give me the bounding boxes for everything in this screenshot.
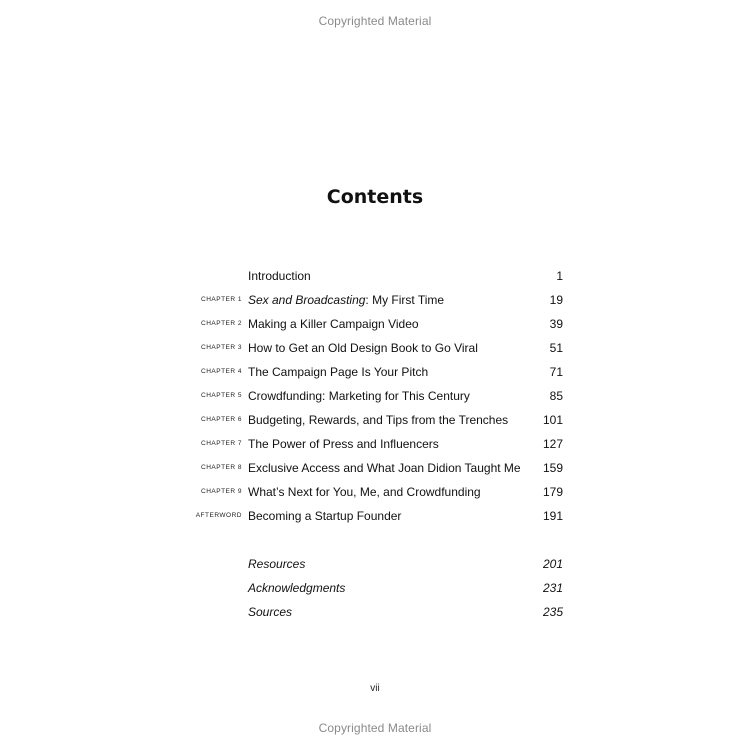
toc-entry-chapter-5[interactable] xyxy=(0,386,750,410)
page-number: vii xyxy=(370,683,380,694)
toc-entry-title: Making a Killer Campaign Video xyxy=(248,317,419,331)
toc-entry-page: 85 xyxy=(549,389,563,403)
toc-entry-title: Exclusive Access and What Joan Didion Taught Me xyxy=(248,461,521,475)
toc-entry-chapter-9[interactable] xyxy=(0,482,750,506)
toc-entry-page: 1 xyxy=(556,269,563,283)
toc-entry-title: The Power of Press and Influencers xyxy=(248,437,439,451)
toc-entry-label: CHAPTER 4 xyxy=(201,368,242,375)
copyright-watermark-bottom: Copyrighted Material xyxy=(318,721,432,735)
toc-entry-label: CHAPTER 7 xyxy=(201,440,242,447)
toc-entry-title-italic: Sex and Broadcasting xyxy=(248,293,366,307)
toc-entry-label: CHAPTER 8 xyxy=(201,464,242,471)
toc-entry-resources[interactable] xyxy=(0,554,750,578)
toc-entry-title: What’s Next for You, Me, and Crowdfunding xyxy=(248,485,481,499)
toc-entry-acknowledgments[interactable] xyxy=(0,578,750,602)
toc-entry-title: How to Get an Old Design Book to Go Viral xyxy=(248,341,478,355)
toc-entry-chapter-4[interactable] xyxy=(0,362,750,386)
toc-entry-page: 201 xyxy=(542,557,563,571)
toc-entry-chapter-3[interactable] xyxy=(0,338,750,362)
toc-entry-label: CHAPTER 3 xyxy=(201,344,242,351)
toc-entry-label: CHAPTER 9 xyxy=(201,488,242,495)
toc-entry-title: Crowdfunding: Marketing for This Century xyxy=(248,389,470,403)
toc-entry-title: Resources xyxy=(248,557,306,571)
toc-entry-page: 235 xyxy=(542,605,563,619)
toc-entry-page: 51 xyxy=(549,341,563,355)
toc-entry-page: 231 xyxy=(542,581,563,595)
table-of-contents xyxy=(0,266,750,626)
toc-entry-title: Budgeting, Rewards, and Tips from the Trenches xyxy=(248,413,509,427)
toc-entry-label: CHAPTER 2 xyxy=(201,320,242,327)
toc-entry-page: 39 xyxy=(549,317,563,331)
toc-entry-chapter-1[interactable] xyxy=(0,290,750,314)
toc-entry-title: Introduction xyxy=(248,269,311,283)
toc-entry-title xyxy=(248,293,444,307)
toc-entry-title: Becoming a Startup Founder xyxy=(248,509,402,523)
toc-entry-sources[interactable] xyxy=(0,602,750,626)
toc-entry-label: CHAPTER 6 xyxy=(201,416,242,423)
toc-entry-label: CHAPTER 5 xyxy=(201,392,242,399)
toc-entry-introduction[interactable] xyxy=(0,266,750,290)
toc-section-gap xyxy=(0,530,750,554)
toc-entry-page: 71 xyxy=(549,365,563,379)
toc-entry-page: 127 xyxy=(542,437,563,451)
toc-entry-page: 179 xyxy=(542,485,563,499)
toc-entry-title: Acknowledgments xyxy=(248,581,346,595)
toc-entry-page: 159 xyxy=(542,461,563,475)
toc-entry-chapter-7[interactable] xyxy=(0,434,750,458)
toc-entry-title-rest: : My First Time xyxy=(365,293,445,307)
toc-entry-title: Sources xyxy=(248,605,293,619)
toc-entry-page: 191 xyxy=(542,509,563,523)
toc-entry-afterword[interactable] xyxy=(0,506,750,530)
page-title: Contents xyxy=(326,186,424,208)
toc-entry-chapter-6[interactable] xyxy=(0,410,750,434)
toc-entry-label: CHAPTER 1 xyxy=(201,296,242,303)
toc-entry-chapter-2[interactable] xyxy=(0,314,750,338)
toc-entry-chapter-8[interactable] xyxy=(0,458,750,482)
copyright-watermark-top: Copyrighted Material xyxy=(318,14,432,28)
toc-entry-label: AFTERWORD xyxy=(195,512,242,519)
toc-entry-page: 19 xyxy=(549,293,563,307)
toc-entry-title: The Campaign Page Is Your Pitch xyxy=(248,365,429,379)
toc-entry-page: 101 xyxy=(542,413,563,427)
